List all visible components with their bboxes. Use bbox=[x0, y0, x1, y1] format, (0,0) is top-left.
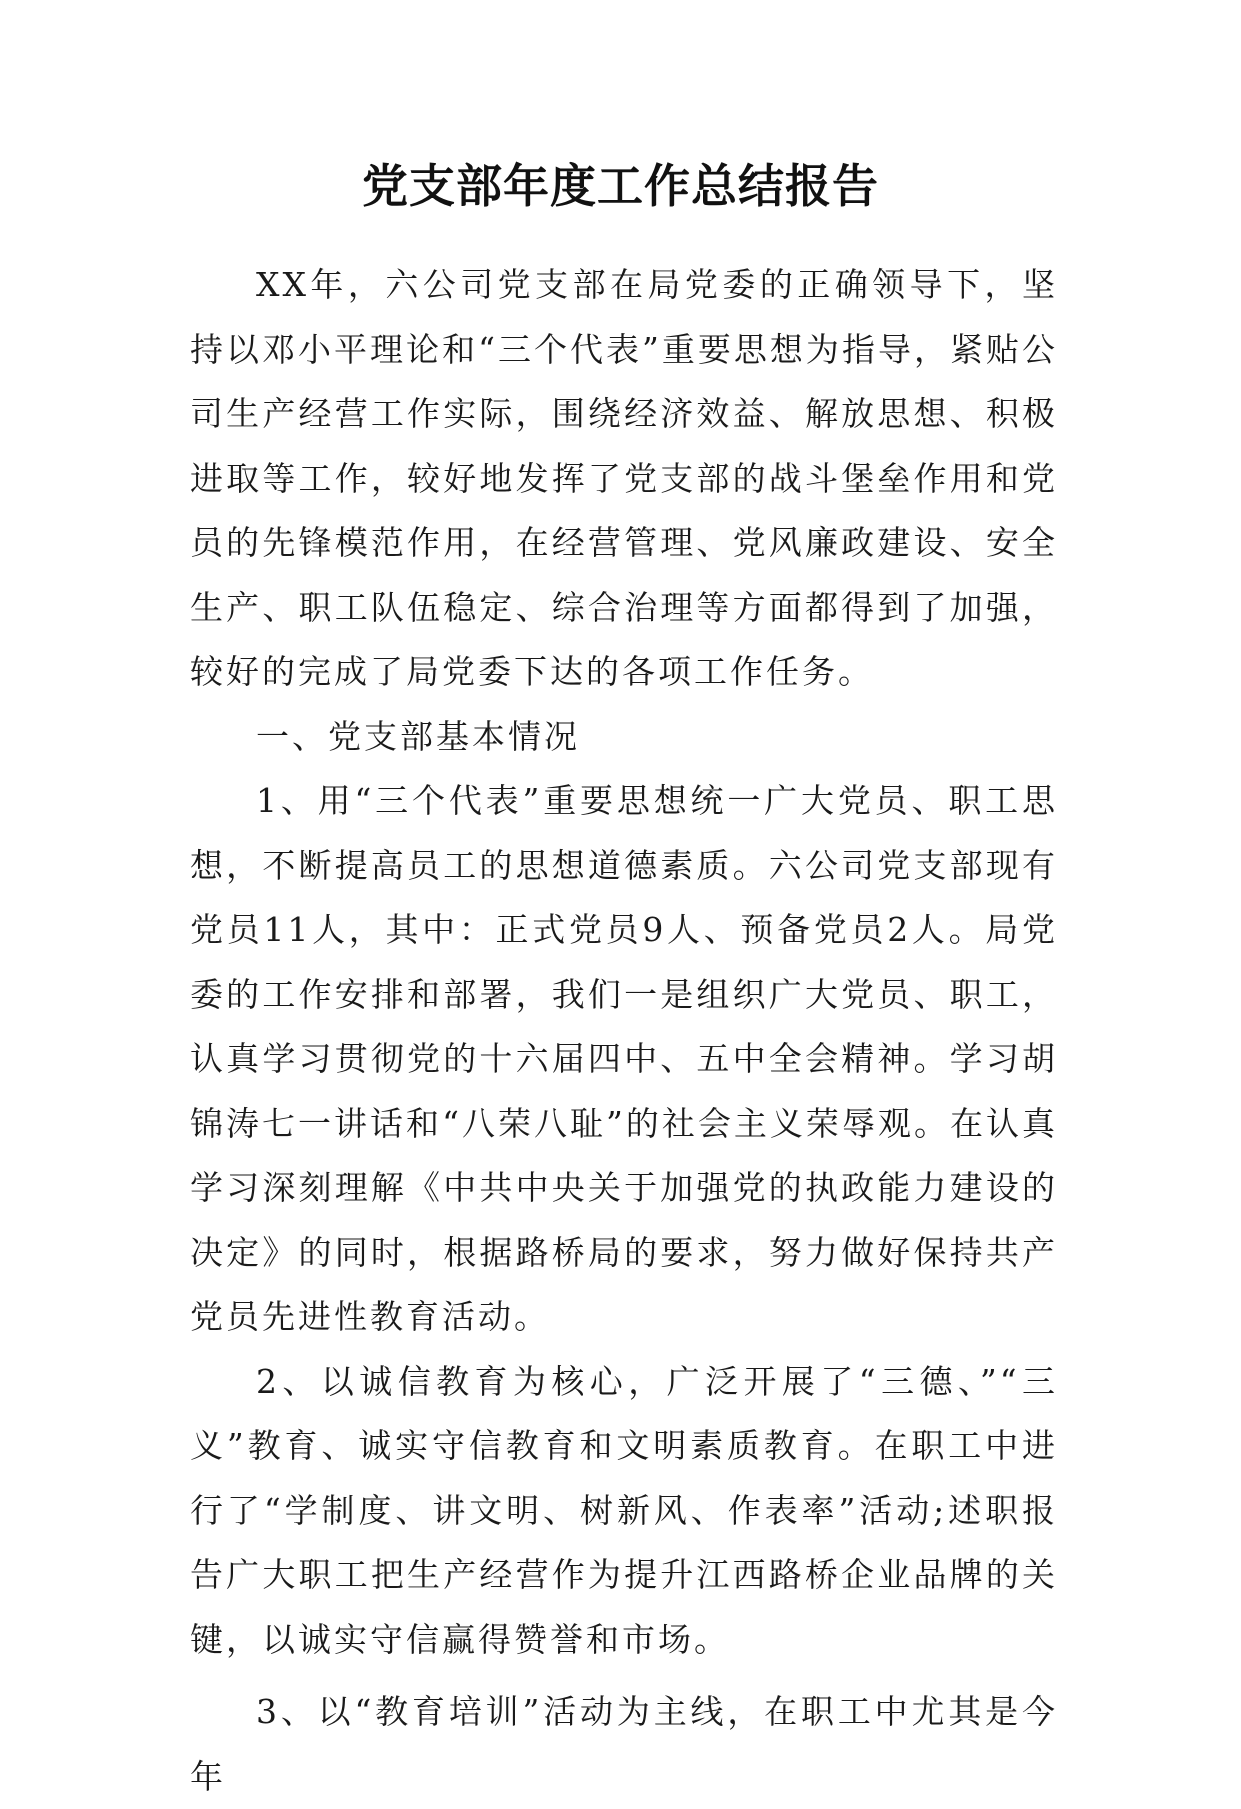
paragraph-item-1: 1、用“三个代表”重要思想统一广大党员、职工思想，不断提高员工的思想道德素质。六公司党支部现有党员11人，其中：正式党员9人、预备党员2人。局党委的工作安排和部署，我们一是组织广大党员、职工，认真学习贯彻党的十六届四中、五中全会精神。学习胡锦涛七一讲话和“八荣八耻”的社会主义荣辱观。在认真学习深刻理解《中共中央关于加强党的执政能力建设的决定》的同时，根据路桥局的要求，努力做好保持共产党员先进性教育活动。 bbox=[190, 781, 1058, 1336]
document-body bbox=[190, 253, 1058, 1809]
section-heading-basic-situation: 一、党支部基本情况 bbox=[256, 716, 580, 756]
paragraph-item-2: 2、以诚信教育为核心，广泛开展了“三德、”“三义”教育、诚实守信教育和文明素质教育。在职工中进行了“学制度、讲文明、树新风、作表率”活动;述职报告广大职工把生产经营作为提升江西路桥企业品牌的关键，以诚实守信赢得赞誉和市场。 bbox=[190, 1361, 1058, 1659]
paragraph-intro: XX年，六公司党支部在局党委的正确领导下，坚持以邓小平理论和“三个代表”重要思想为指导，紧贴公司生产经营工作实际，围绕经济效益、解放思想、积极进取等工作，较好地发挥了党支部的战斗堡垒作用和党员的先锋模范作用，在经营管理、党风廉政建设、安全生产、职工队伍稳定、综合治理等方面都得到了加强，较好的完成了局党委下达的各项工作任务。 bbox=[190, 265, 1058, 691]
document-title: 党支部年度工作总结报告 bbox=[362, 159, 879, 213]
paragraph-item-3: 3、以“教育培训”活动为主线，在职工中尤其是今年 bbox=[190, 1692, 1058, 1796]
